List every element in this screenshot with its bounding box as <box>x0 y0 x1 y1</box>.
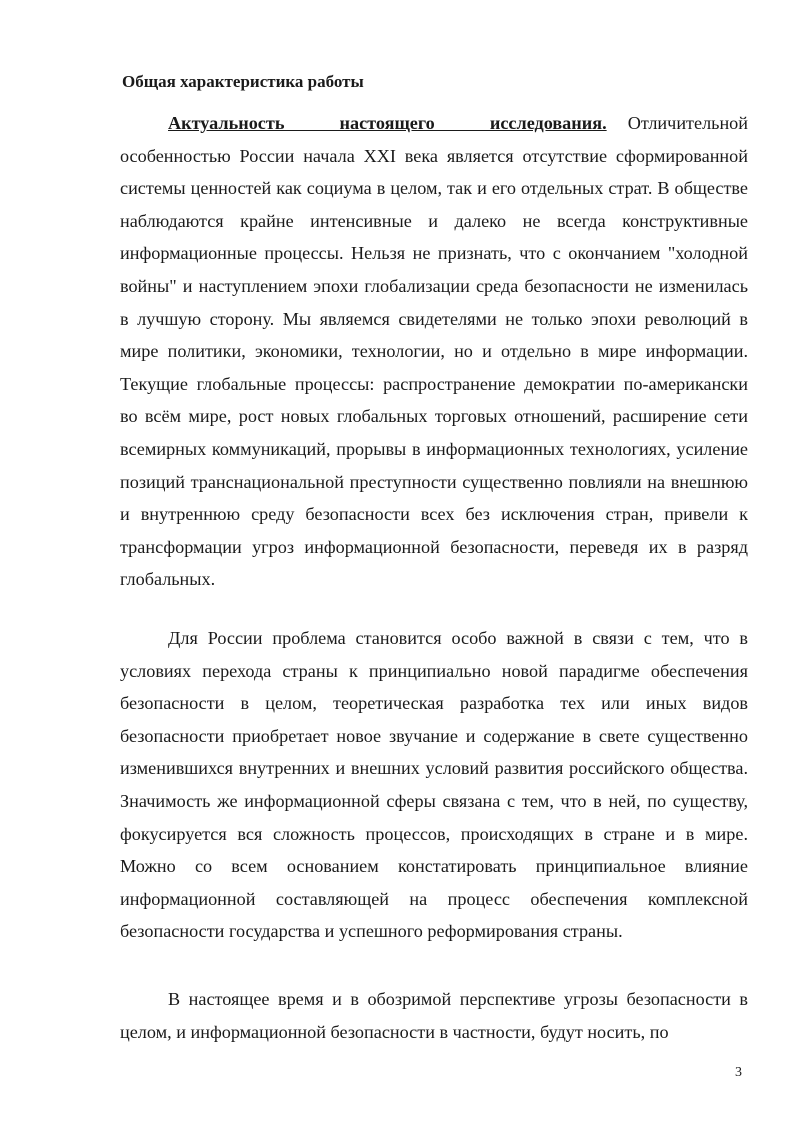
paragraph-russia: Для России проблема становится особо важной в связи с тем, что в условиях перехода страны к принципиально новой парадигме обеспечения безопасности в целом, теоретическая разработка тех или иных видов безопасности приобретает новое звучание и содержание в свете существенно изменившихся внутренних и внешних условий развития российского общества. Значимость же информационной сферы связана с тем, что в ней, по существу, фокусируется вся сложность процессов, происходящих в стране и в мире. Можно со всем основанием констатировать принципиальное влияние информационной составляющей на процесс обеспечения комплексной безопасности государства и успешного реформирования страны. <box>120 628 748 942</box>
page-number: 3 <box>735 1065 742 1080</box>
paragraph-threats: В настоящее время и в обозримой перспективе угрозы безопасности в целом, и информационной безопасности в частности, будут носить, по <box>120 989 748 1042</box>
relevance-lead: Актуальность настоящего исследования. <box>168 113 607 133</box>
section-heading: Общая характеристика работы <box>122 72 364 91</box>
paragraph-relevance <box>120 107 748 596</box>
paragraph-relevance-body: Отличительной особенностью России начала XXI века является отсутствие сформированной системы ценностей как социума в целом, так и его отдельных страт. В обществе наблюдаются крайне интенсивные и далеко не всегда конструктивные информационные процессы. Нельзя не признать, что с окончанием "холодной войны" и наступлением эпохи глобализации среда безопасности не изменилась в лучшую сторону. Мы являемся свидетелями не только эпохи революций в мире политики, экономики, технологии, но и отдельно в мире информации. Текущие глобальные процессы: распространение демократии по-американски во всём мире, рост новых глобальных торговых отношений, расширение сети всемирных коммуникаций, прорывы в информационных технологиях, усиление позиций транснациональной преступности существенно повлияли на внешнюю и внутреннюю среду безопасности всех без исключения стран, привели к трансформации угроз информационной безопасности, переведя их в разряд глобальных. <box>120 113 748 590</box>
